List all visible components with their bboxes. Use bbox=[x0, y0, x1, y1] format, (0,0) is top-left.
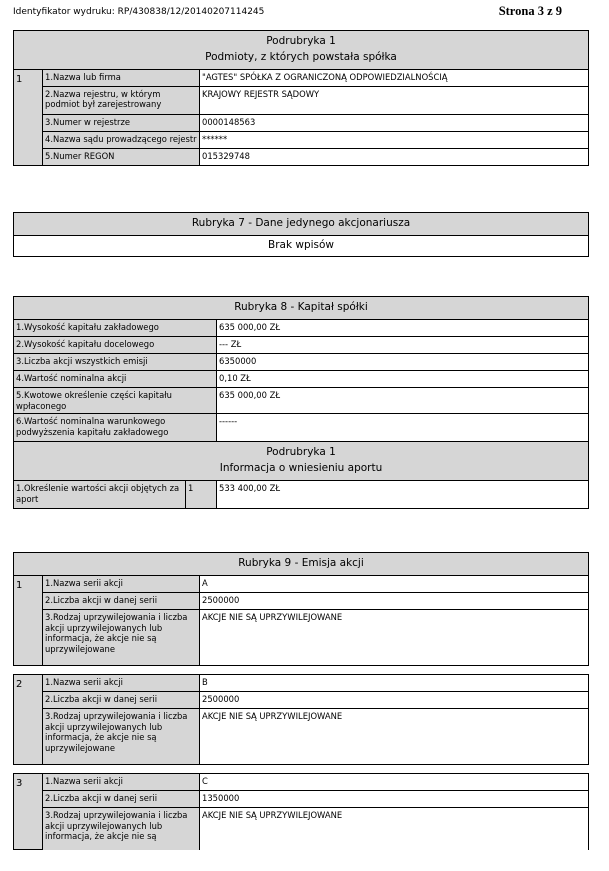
section-title-line2: Podmioty, z których powstała spółka bbox=[205, 50, 397, 63]
subsection-header bbox=[14, 442, 589, 481]
field-label: 6.Wartość nominalna warunkowego podwyższenia kapitału zakładowego bbox=[14, 414, 217, 442]
field-value: ****** bbox=[200, 131, 589, 148]
field-label: 3.Liczba akcji wszystkich emisji bbox=[14, 353, 217, 370]
field-label: 5.Numer REGON bbox=[43, 148, 200, 165]
field-value: --- ZŁ bbox=[217, 336, 589, 353]
field-label: 4.Wartość nominalna akcji bbox=[14, 370, 217, 387]
entry-number: 2 bbox=[14, 674, 43, 764]
field-value: ------ bbox=[217, 414, 589, 442]
entry-spacer bbox=[14, 764, 589, 773]
subsection-title-line1: Podrubryka 1 bbox=[266, 446, 336, 459]
entry-spacer bbox=[14, 665, 589, 674]
field-value: AKCJE NIE SĄ UPRZYWILEJOWANE bbox=[200, 609, 589, 665]
field-label: 4.Nazwa sądu prowadzącego rejestr bbox=[43, 131, 200, 148]
field-label: 2.Wysokość kapitału docelowego bbox=[14, 336, 217, 353]
field-value: 635 000,00 ZŁ bbox=[217, 319, 589, 336]
section-rubryka-9 bbox=[13, 552, 589, 850]
field-label: 1.Nazwa serii akcji bbox=[43, 773, 200, 790]
field-label: 2.Liczba akcji w danej serii bbox=[43, 790, 200, 807]
field-value: 2500000 bbox=[200, 691, 589, 708]
field-value: AKCJE NIE SĄ UPRZYWILEJOWANE bbox=[200, 807, 589, 850]
print-identifier: Identyfikator wydruku: RP/430838/12/20140207114245 bbox=[13, 7, 265, 17]
field-value: 533 400,00 ZŁ bbox=[217, 480, 589, 508]
section-header bbox=[14, 31, 589, 70]
field-label: 3.Rodzaj uprzywilejowania i liczba akcji uprzywilejowanych lub informacja, że akcje nie są bbox=[43, 807, 200, 850]
entry-number: 1 bbox=[14, 575, 43, 665]
field-label: 1.Nazwa serii akcji bbox=[43, 674, 200, 691]
field-value: "AGTES" SPÓŁKA Z OGRANICZONĄ ODPOWIEDZIALNOŚCIĄ bbox=[200, 69, 589, 86]
field-label: 2.Liczba akcji w danej serii bbox=[43, 691, 200, 708]
field-value: 0,10 ZŁ bbox=[217, 370, 589, 387]
field-value: A bbox=[200, 575, 589, 592]
section-title: Rubryka 7 - Dane jedynego akcjonariusza bbox=[14, 213, 589, 236]
field-value: AKCJE NIE SĄ UPRZYWILEJOWANE bbox=[200, 708, 589, 764]
field-value: 1350000 bbox=[200, 790, 589, 807]
section-title-line1: Podrubryka 1 bbox=[266, 35, 336, 47]
section-title: Rubryka 9 - Emisja akcji bbox=[14, 553, 589, 576]
field-label: 2.Nazwa rejestru, w którym podmiot był zarejestrowany bbox=[43, 86, 200, 114]
empty-entries-text: Brak wpisów bbox=[14, 235, 589, 256]
section-rubryka-7 bbox=[13, 212, 589, 257]
section-title: Rubryka 8 - Kapitał spółki bbox=[14, 297, 589, 320]
field-value: KRAJOWY REJESTR SĄDOWY bbox=[200, 86, 589, 114]
field-value: 0000148563 bbox=[200, 114, 589, 131]
field-value: 015329748 bbox=[200, 148, 589, 165]
field-value: C bbox=[200, 773, 589, 790]
field-label: 1.Określenie wartości akcji objętych za aport bbox=[14, 480, 186, 508]
field-label: 2.Liczba akcji w danej serii bbox=[43, 592, 200, 609]
field-value: 6350000 bbox=[217, 353, 589, 370]
field-label: 1.Nazwa lub firma bbox=[43, 69, 200, 86]
field-label: 5.Kwotowe określenie części kapitału wpłaconego bbox=[14, 387, 217, 414]
field-label: 3.Rodzaj uprzywilejowania i liczba akcji uprzywilejowanych lub informacja, że akcje nie są uprzywilejowane bbox=[43, 609, 200, 665]
subsection-title-line2: Informacja o wniesieniu aportu bbox=[219, 462, 383, 474]
entry-number: 1 bbox=[14, 69, 43, 165]
field-label: 3.Numer w rejestrze bbox=[43, 114, 200, 131]
field-label: 1.Nazwa serii akcji bbox=[43, 575, 200, 592]
field-label: 1.Wysokość kapitału zakładowego bbox=[14, 319, 217, 336]
page-number: Strona 3 z 9 bbox=[498, 4, 562, 18]
field-value: B bbox=[200, 674, 589, 691]
entry-number: 1 bbox=[186, 480, 217, 508]
field-label: 3.Rodzaj uprzywilejowania i liczba akcji uprzywilejowanych lub informacja, że akcje nie są uprzywilejowane bbox=[43, 708, 200, 764]
entry-number: 3 bbox=[14, 773, 43, 850]
section-rubryka-8 bbox=[13, 296, 589, 509]
section-podmioty bbox=[13, 30, 589, 166]
field-value: 635 000,00 ZŁ bbox=[217, 387, 589, 414]
field-value: 2500000 bbox=[200, 592, 589, 609]
